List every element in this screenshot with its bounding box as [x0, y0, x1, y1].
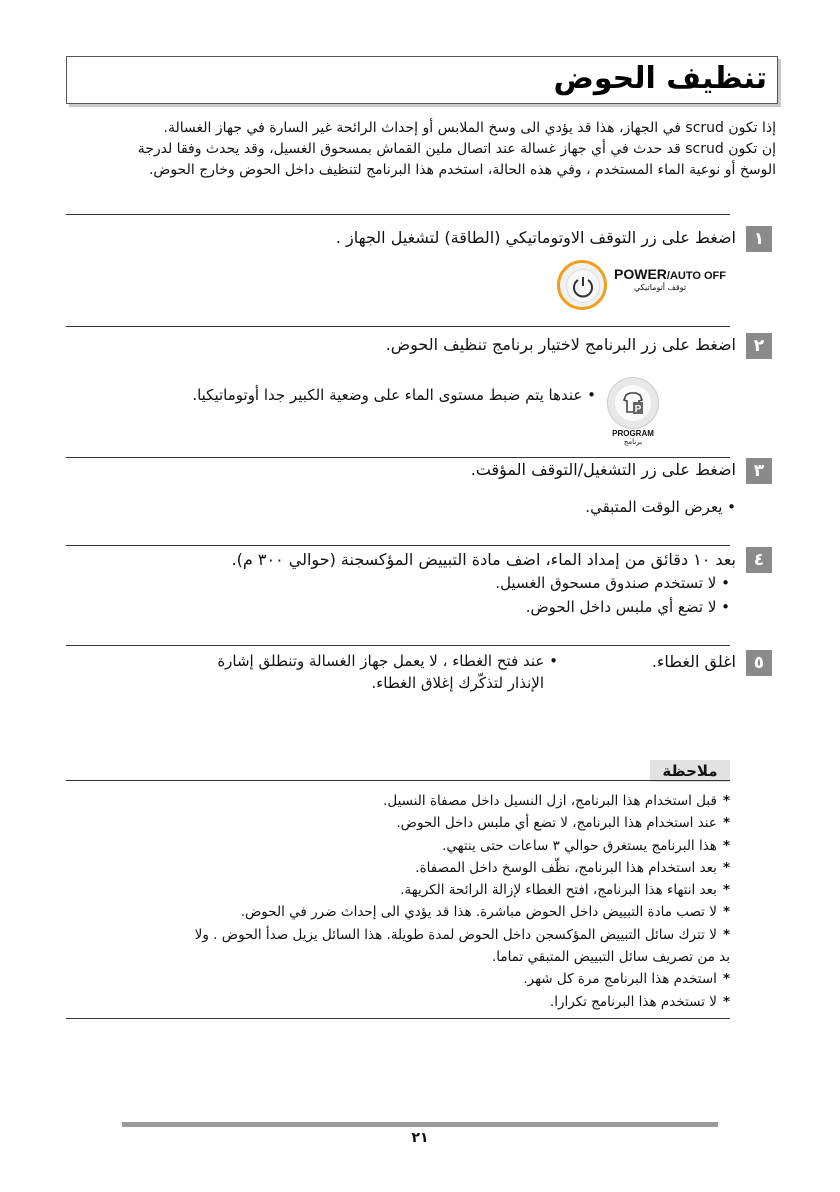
divider [66, 780, 730, 781]
note-list [70, 790, 730, 1013]
power-label-sub: /AUTO OFF [666, 270, 726, 282]
title-box [66, 56, 778, 104]
step-4-text: بعد ١٠ دقائق من إمداد الماء، اضف مادة التبييض المؤكسجنة (حوالي ٣٠٠ م). [231, 550, 736, 569]
note-item: *عند استخدام هذا البرنامج، لا تضع أي ملبس داخل الحوض. [396, 815, 730, 832]
step-4-bullet: • لا تستخدم صندوق مسحوق الغسيل. [495, 574, 730, 592]
step-number-badge: ٢ [746, 333, 772, 359]
step-3-text: اضغط على زر التشغيل/التوقف المؤقت. [470, 460, 736, 479]
step-number-badge: ١ [746, 226, 772, 252]
intro-paragraph [56, 118, 776, 181]
divider [66, 214, 730, 215]
svg-text:P: P [634, 404, 642, 415]
step-3-bullet-text: يعرض الوقت المتبقي. [585, 498, 723, 516]
intro-line: إن تكون scrud قد حدث في أي جهاز غسالة عند اتصال ملين القماش بمسحوق الغسيل، وقد يحدث وفقا لدرجة [137, 141, 776, 157]
intro-line: الوسخ أو نوعية الماء المستخدم ، وفي هذه الحالة، استخدم هذا البرنامج لتنظيف داخل الحوض وخارج الحوض. [148, 162, 776, 178]
power-icon [566, 269, 600, 303]
step-number-badge: ٣ [746, 458, 772, 484]
shirt-p-icon [615, 385, 651, 421]
step-number-badge: ٥ [746, 650, 772, 676]
note-item: *لا تصب مادة التبييض داخل الحوض مباشرة. هذا قد يؤدي الى إحداث ضرر في الحوض. [240, 904, 730, 921]
note-item: *لا تترك سائل التبييض المؤكسجن داخل الحوض لمدة طويلة. هذا السائل يزيل صدأ الحوض . ولا [194, 926, 730, 943]
program-button [607, 377, 659, 429]
step-3-bullet: • يعرض الوقت المتبقي. [585, 498, 736, 516]
note-title: ملاحظة [650, 760, 730, 782]
step-1-text: اضغط على زر التوقف الاوتوماتيكي (الطاقة) لتشغيل الجهاز . [335, 228, 736, 247]
step-2-text: اضغط على زر البرنامج لاختيار برنامج تنظيف الحوض. [385, 335, 736, 354]
power-label-main: POWER [614, 266, 667, 282]
step-4-bullet: • لا تضع أي ملبس داخل الحوض. [525, 598, 730, 616]
step-2-bullet-text: عندها يتم ضبط مستوى الماء على وضعية الكبير جدا أوتوماتيكيا. [192, 386, 583, 404]
program-label: PROGRAM [612, 429, 654, 438]
power-label-arabic: توقف أتوماتيكي [634, 283, 687, 292]
note-item: *بعد استخدام هذا البرنامج، نظّف الوسخ داخل المصفاة. [415, 859, 730, 876]
power-button [557, 260, 607, 310]
step-4-bullet-text: لا تضع أي ملبس داخل الحوض. [525, 598, 717, 616]
step-2-bullet: • عندها يتم ضبط مستوى الماء على وضعية الكبير جدا أوتوماتيكيا. [192, 386, 596, 404]
page-title: تنظيف الحوض [553, 61, 767, 96]
page-number: ٢١ [411, 1130, 429, 1146]
divider [66, 545, 730, 546]
step-5-bullet: • عند فتح الغطاء ، لا يعمل جهاز الغسالة وتنطلق إشارة [217, 652, 558, 670]
program-label-arabic: برنامج [623, 438, 643, 446]
note-item: *هذا البرنامج يستغرق حوالي ٣ ساعات حتى ينتهي. [442, 837, 730, 854]
step-4-bullet-text: لا تستخدم صندوق مسحوق الغسيل. [495, 574, 717, 592]
step-5-bullet-continued: الإنذار لتذكّرك إغلاق الغطاء. [371, 674, 544, 692]
step-5-bullet-text: عند فتح الغطاء ، لا يعمل جهاز الغسالة وتنطلق إشارة [217, 652, 545, 670]
note-item-continued: بد من تصريف سائل التبييض المتبقي تماما. [491, 949, 730, 966]
intro-line: إذا تكون scrud في الجهاز، هذا قد يؤدي الى وسخ الملابس أو إحداث الرائحة غير السارة في جهاز الغسالة. [163, 120, 776, 136]
divider [66, 326, 730, 327]
divider [66, 645, 730, 646]
step-5-text: اغلق الغطاء. [651, 652, 736, 671]
note-item: *لا تستخدم هذا البرنامج تكرارا. [549, 993, 730, 1010]
note-item: *قبل استخدام هذا البرنامج، ازل النسيل داخل مصفاة النسيل. [383, 793, 730, 809]
power-label [614, 266, 726, 282]
footer-bar [122, 1122, 718, 1127]
step-number-badge: ٤ [746, 547, 772, 573]
note-item: *بعد انتهاء هذا البرنامج، افتح الغطاء لإزالة الرائحة الكريهة. [400, 882, 730, 899]
divider [66, 1018, 730, 1019]
note-item: *استخدم هذا البرنامج مرة كل شهر. [523, 971, 730, 988]
